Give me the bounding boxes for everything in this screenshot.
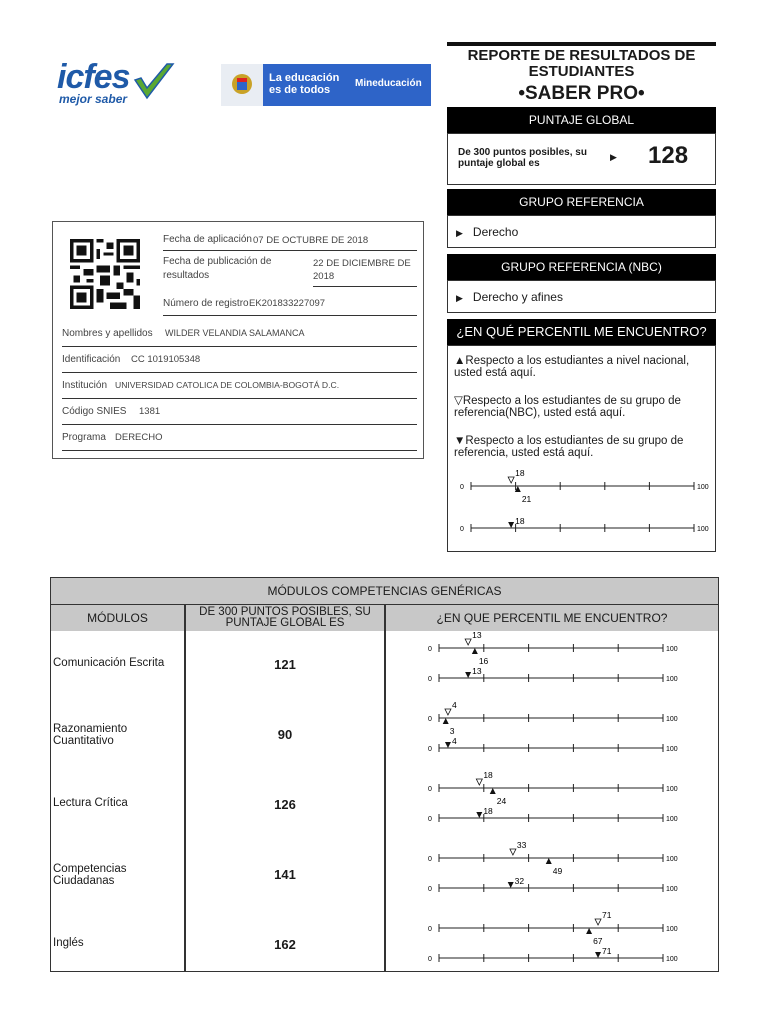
module-5-national-marker	[586, 928, 592, 934]
icfes-tagline: mejor saber	[59, 92, 128, 106]
hollow-triangle-down-icon: ▽	[454, 395, 463, 407]
module-4-group-marker	[508, 882, 514, 888]
module-name: Razonamiento Cuantitativo	[53, 723, 128, 747]
reference-group-nbc-panel	[447, 280, 716, 313]
module-3-scale-1-min-label: 0	[428, 786, 432, 793]
module-4-group-label: 32	[514, 876, 525, 886]
module-2-group-marker	[445, 742, 451, 748]
module-2-scale-2-max-label: 100	[666, 746, 678, 753]
global-score-header: PUNTAJE GLOBAL	[447, 107, 716, 133]
global-scale-2-min-label: 0	[460, 526, 464, 533]
module-1-group-marker	[465, 672, 471, 678]
module-3-nbc-label: 18	[483, 770, 493, 780]
fecha-aplicacion-label: Fecha de aplicación	[163, 234, 252, 245]
coat-of-arms-icon	[221, 64, 263, 106]
arrow-right-icon: ▶	[456, 293, 463, 303]
government-slogan: La educación es de todos	[269, 72, 340, 96]
global-score-panel	[447, 133, 716, 185]
checkmark-icon	[131, 62, 175, 102]
module-1-scale-2-min-label: 0	[428, 676, 432, 683]
filled-triangle-down-icon: ▼	[454, 435, 466, 447]
module-score: 162	[274, 937, 296, 952]
percentile-panel	[447, 345, 716, 552]
exam-name: •SABER PRO•	[518, 83, 645, 104]
module-5-scale-2-max-label: 100	[666, 956, 678, 963]
institucion-label: Institución	[62, 380, 108, 391]
qr-code-icon	[70, 239, 140, 309]
module-5-scale-1-max-label: 100	[666, 926, 678, 933]
module-4-nbc-marker	[510, 849, 516, 855]
fecha-publicacion-value: 22 DE DICIEMBRE DE 2018	[313, 258, 411, 282]
module-2-scale-2-min-label: 0	[428, 746, 432, 753]
module-3-scale-2-min-label: 0	[428, 816, 432, 823]
registro-label: Número de registro	[163, 298, 249, 309]
note-nbc: ▽Respecto a los estudiantes de su grupo de referencia(NBC), usted está aquí.	[454, 395, 681, 419]
programa-label: Programa	[62, 432, 106, 443]
module-name: Inglés	[53, 937, 84, 949]
global-group-label: 18	[515, 516, 525, 526]
module-score: 126	[274, 797, 296, 812]
icfes-logo	[57, 60, 177, 108]
programa-value: DERECHO	[115, 432, 163, 443]
module-2-group-label: 4	[451, 736, 457, 746]
module-2-scale-1-min-label: 0	[428, 716, 432, 723]
module-2-nbc-label: 4	[451, 700, 457, 710]
module-score: 141	[274, 867, 296, 882]
module-3-national-label: 24	[496, 796, 507, 806]
reference-group-value: Derecho	[472, 225, 519, 239]
nombre-label: Nombres y apellidos	[62, 328, 153, 339]
module-3-scale-2-max-label: 100	[666, 816, 678, 823]
module-5-nbc-label: 71	[602, 910, 612, 920]
module-percentile-scales	[386, 631, 716, 971]
global-group-marker	[508, 522, 514, 528]
snies-label: Código SNIES	[62, 406, 127, 417]
module-4-nbc-label: 33	[516, 840, 527, 850]
report-title: REPORTE DE RESULTADOS DE ESTUDIANTES	[467, 47, 696, 80]
fecha-aplicacion-value: 07 DE OCTUBRE DE 2018	[253, 235, 369, 246]
global-score-value: 128	[648, 142, 689, 169]
filled-triangle-up-icon: ▲	[454, 355, 466, 367]
modules-table	[50, 577, 719, 972]
global-scale-1-min-label: 0	[460, 484, 464, 491]
col-header-percentile: ¿EN QUE PERCENTIL ME ENCUENTRO?	[386, 605, 718, 631]
module-5-national-label: 67	[593, 936, 603, 946]
module-3-group-label: 18	[483, 806, 493, 816]
module-2-nbc-marker	[445, 709, 451, 715]
arrow-right-icon: ▶	[456, 228, 463, 238]
module-2-national-marker	[443, 718, 449, 724]
module-5-nbc-marker	[595, 919, 601, 925]
module-1-scale-1-max-label: 100	[666, 646, 678, 653]
module-1-scale-2-max-label: 100	[666, 676, 678, 683]
student-info-card	[52, 221, 424, 459]
module-score: 121	[274, 657, 296, 672]
reference-group-nbc-header: GRUPO REFERENCIA (NBC)	[447, 254, 716, 280]
module-4-scale-2-max-label: 100	[666, 886, 678, 893]
arrow-right-icon: ▶	[610, 152, 617, 162]
global-score-description: De 300 puntos posibles, su puntaje global es	[458, 147, 587, 169]
module-3-national-marker	[490, 788, 496, 794]
col-header-score: DE 300 PUNTOS POSIBLES, SU PUNTAJE GLOBAL ES	[186, 605, 384, 631]
reference-group-header: GRUPO REFERENCIA	[447, 189, 716, 215]
icfes-logo-text: icfes	[57, 58, 130, 96]
module-4-scale-1-min-label: 0	[428, 856, 432, 863]
snies-value: 1381	[139, 406, 161, 417]
ministry-name: Mineducación	[355, 78, 422, 89]
registro-value: EK201833227097	[249, 298, 326, 309]
module-1-nbc-label: 13	[472, 631, 482, 640]
col-header-module: MÓDULOS	[51, 605, 184, 631]
module-name: Competencias Ciudadanas	[53, 863, 127, 887]
identificacion-label: Identificación	[62, 354, 121, 365]
global-scale-1-max-label: 100	[697, 484, 709, 491]
reference-group-nbc-value: Derecho y afines	[472, 290, 563, 304]
module-5-scale-1-min-label: 0	[428, 926, 432, 933]
module-1-national-marker	[472, 648, 478, 654]
header-rule	[447, 42, 716, 46]
module-name: Lectura Crítica	[53, 797, 128, 809]
module-3-nbc-marker	[476, 779, 482, 785]
module-5-group-label: 71	[602, 946, 612, 956]
module-4-national-label: 49	[552, 866, 563, 876]
module-score: 90	[277, 727, 293, 742]
global-national-label: 21	[521, 494, 532, 504]
module-1-national-label: 16	[478, 656, 489, 666]
government-banner	[221, 64, 431, 106]
module-5-group-marker	[595, 952, 601, 958]
global-nbc-marker	[508, 477, 514, 483]
module-1-scale-1-min-label: 0	[428, 646, 432, 653]
note-group: ▼Respecto a los estudiantes de su grupo de referencia, usted está aquí.	[454, 435, 684, 459]
module-2-national-label: 3	[449, 726, 455, 736]
module-3-group-marker	[476, 812, 482, 818]
module-4-scale-1-max-label: 100	[666, 856, 678, 863]
note-national: ▲Respecto a los estudiantes a nivel nacional, usted está aquí.	[454, 355, 690, 379]
module-1-group-label: 13	[472, 666, 482, 676]
global-nbc-label: 18	[515, 468, 525, 478]
nombre-value: WILDER VELANDIA SALAMANCA	[165, 328, 305, 338]
module-4-scale-2-min-label: 0	[428, 886, 432, 893]
global-percentile-scales	[448, 466, 715, 546]
institucion-value: UNIVERSIDAD CATOLICA DE COLOMBIA-BOGOTÁ D.C.	[115, 380, 340, 390]
module-1-nbc-marker	[465, 639, 471, 645]
module-5-scale-2-min-label: 0	[428, 956, 432, 963]
modules-table-title: MÓDULOS COMPETENCIAS GENÉRICAS	[51, 578, 718, 605]
module-3-scale-1-max-label: 100	[666, 786, 678, 793]
identificacion-value: CC 1019105348	[131, 354, 201, 365]
fecha-publicacion-label: Fecha de publicación de resultados	[163, 256, 272, 281]
global-scale-2-max-label: 100	[697, 526, 709, 533]
module-name: Comunicación Escrita	[53, 657, 165, 669]
module-4-national-marker	[546, 858, 552, 864]
module-2-scale-1-max-label: 100	[666, 716, 678, 723]
reference-group-panel	[447, 215, 716, 248]
percentile-header: ¿EN QUÉ PERCENTIL ME ENCUENTRO?	[447, 319, 716, 345]
